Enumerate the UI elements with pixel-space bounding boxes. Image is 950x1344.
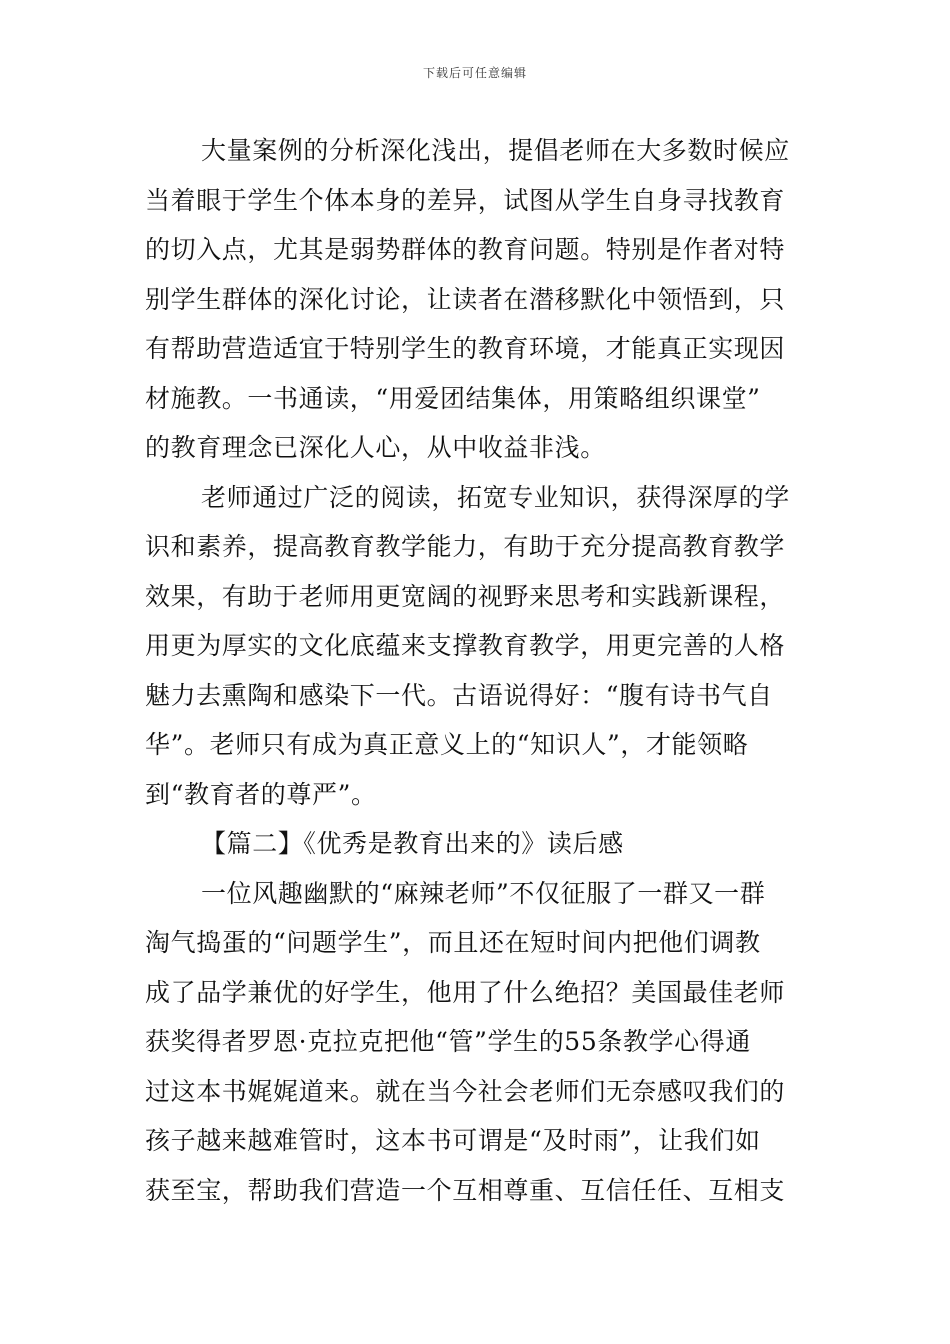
paragraph-line: 获奖得者罗恩·克拉克把他“管”学生的55条教学心得通 xyxy=(145,1027,751,1056)
header-note: 下载后可任意编辑 xyxy=(422,66,527,80)
paragraph-line: 获至宝，帮助我们营造一个互相尊重、互信任任、互相支 xyxy=(145,1175,786,1205)
paragraph-line: 材施教。一书通读，“用爱团结集体，用策略组织课堂” xyxy=(145,383,761,413)
paragraph-line: 到“教育者的尊严”。 xyxy=(145,779,377,809)
paragraph-line: 别学生群体的深化讨论，让读者在潜移默化中领悟到，只 xyxy=(145,284,786,314)
paragraph-line: 成了品学兼优的好学生，他用了什么绝招？美国最佳老师 xyxy=(145,977,786,1007)
paragraph-line: 用更为厚实的文化底蕴来支撑教育教学，用更完善的人格 xyxy=(145,631,786,660)
paragraph-line: 识和素养，提高教育教学能力，有助于充分提高教育教学 xyxy=(145,532,786,561)
paragraph-line: 的切入点，尤其是弱势群体的教育问题。特别是作者对特 xyxy=(145,235,786,264)
paragraph-line: 老师通过广泛的阅读，拓宽专业知识，获得深厚的学 xyxy=(201,482,790,512)
section-heading: 【篇二】《优秀是教育出来的》读后感 xyxy=(201,829,624,858)
paragraph-line: 的教育理念已深化人心，从中收益非浅。 xyxy=(145,433,606,462)
paragraph-line: 魅力去熏陶和感染下一代。古语说得好：“腹有诗书气自 xyxy=(145,680,773,710)
paragraph-line: 当着眼于学生个体本身的差异，试图从学生自身寻找教育 xyxy=(145,185,786,215)
paragraph-line: 大量案例的分析深化浅出，提倡老师在大多数时候应 xyxy=(201,136,790,165)
paragraph-line: 华”。老师只有成为真正意义上的“知识人”，才能领略 xyxy=(145,730,749,759)
paragraph-line: 效果，有助于老师用更宽阔的视野来思考和实践新课程， xyxy=(145,581,786,611)
document-body xyxy=(145,126,807,1215)
paragraph-line: 过这本书娓娓道来。就在当今社会老师们无奈感叹我们的 xyxy=(145,1076,786,1106)
paragraph-line: 淘气捣蛋的“问题学生”，而且还在短时间内把他们调教 xyxy=(145,928,761,957)
paragraph-line: 孩子越来越难管时，这本书可谓是“及时雨”，让我们如 xyxy=(145,1126,761,1155)
paragraph-line: 一位风趣幽默的“麻辣老师”不仅征服了一群又一群 xyxy=(201,878,766,908)
paragraph-line: 有帮助营造适宜于特别学生的教育环境，才能真正实现因 xyxy=(145,334,786,363)
